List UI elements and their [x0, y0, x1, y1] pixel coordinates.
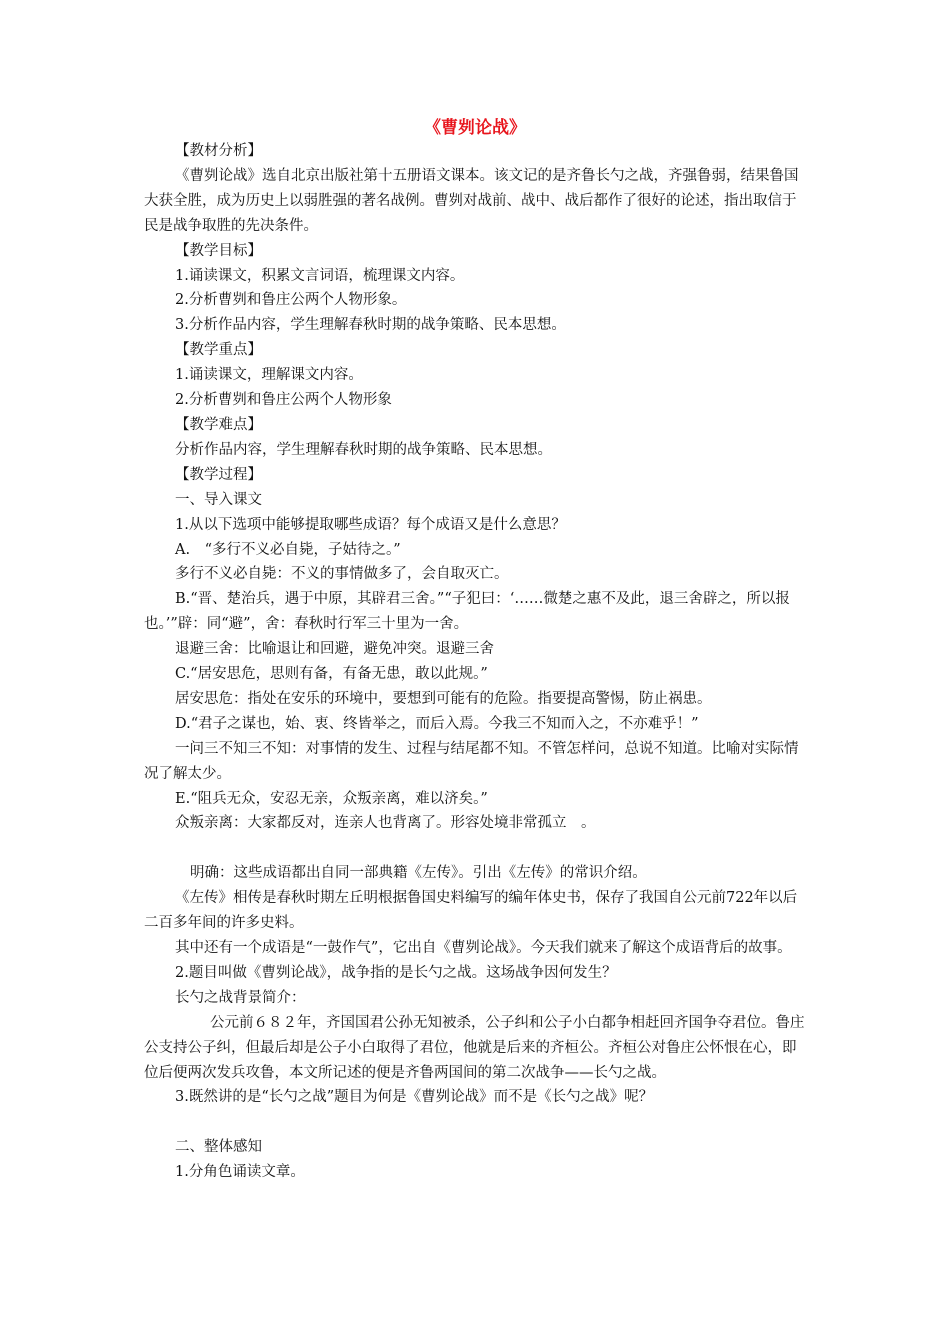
- paragraph: 《左传》相传是春秋时期左丘明根据鲁国史料编写的编年体史书，保存了我国自公元前722年以后二百多年间的许多史料。: [144, 890, 798, 932]
- section-heading: 【教学目标】: [175, 242, 262, 259]
- option-quote: A. “多行不义必自毙，子姑待之。”: [175, 541, 401, 558]
- page-title: 《曹刿论战》: [424, 118, 526, 138]
- subsection-heading: 二、整体感知: [175, 1139, 262, 1156]
- idiom-explanation: 退避三舍：比喻退让和回避，避免冲突。退避三舍: [175, 641, 494, 658]
- list-item: 2.分析曹刿和鲁庄公两个人物形象。: [175, 292, 407, 309]
- option-quote: B.“晋、楚治兵，遇于中原，其辟君三舍。”“子犯曰：‘……微楚之惠不及此，退三舍辟之，所以报也。’”辟：同“避”，舍：春秋时行军三十里为一舍。: [144, 591, 790, 633]
- option-quote: E.“阻兵无众，安忍无亲，众叛亲离，难以济矣。”: [175, 790, 488, 807]
- list-item: 1.分角色诵读文章。: [175, 1164, 305, 1181]
- option-quote: D.“君子之谋也，始、衷、终皆举之，而后入焉。今我三不知而入之，不亦难乎！”: [175, 715, 699, 732]
- blank-line: [144, 1110, 810, 1135]
- paragraph: 明确：这些成语都出自同一部典籍《左传》。引出《左传》的常识介绍。: [190, 865, 647, 882]
- section-heading: 【教学过程】: [175, 466, 262, 483]
- question: 1.从以下选项中能够提取哪些成语？每个成语又是什么意思？: [175, 516, 566, 533]
- question: 2.题目叫做《曹刿论战》，战争指的是长勺之战。这场战争因何发生？: [175, 964, 617, 981]
- paragraph: 《曹刿论战》选自北京出版社第十五册语文课本。该文记的是齐鲁长勺之战，齐强鲁弱，结果鲁国大获全胜，成为历史上以弱胜强的著名战例。曹刿对战前、战中、战后都作了很好的论述，指出取信于民是战争取胜的先决条件。: [144, 167, 799, 234]
- paragraph: 分析作品内容，学生理解春秋时期的战争策略、民本思想。: [175, 441, 552, 458]
- list-item: 1.诵读课文，积累文言词语，梳理课文内容。: [175, 267, 465, 284]
- option-quote: C.“居安思危，思则有备，有备无患，敢以此规。”: [175, 666, 488, 683]
- question: 3.既然讲的是“长勺之战”题目为何是《曹刿论战》而不是《长勺之战》呢？: [175, 1089, 654, 1106]
- document-body: [144, 139, 810, 1185]
- list-item: 2.分析曹刿和鲁庄公两个人物形象: [175, 392, 392, 409]
- idiom-explanation: 一问三不知三不知：对事情的发生、过程与结尾都不知。不管怎样问，总说不知道。比喻对实际情况了解太少。: [144, 740, 799, 782]
- section-heading: 【教学重点】: [175, 342, 262, 359]
- paragraph: 其中还有一个成语是“一鼓作气”，它出自《曹刿论战》。今天我们就来了解这个成语背后的故事。: [175, 939, 792, 956]
- idiom-explanation: 多行不义必自毙：不义的事情做多了，会自取灭亡。: [175, 566, 509, 583]
- list-item: 3.分析作品内容，学生理解春秋时期的战争策略、民本思想。: [175, 317, 566, 334]
- idiom-explanation: 众叛亲离：大家都反对，连亲人也背离了。形容处境非常孤立 。: [175, 815, 596, 832]
- subsection-heading: 一、导入课文: [175, 491, 262, 508]
- subsection-heading: 长勺之战背景简介：: [175, 989, 306, 1006]
- idiom-explanation: 居安思危：指处在安乐的环境中，要想到可能有的危险。指要提高警惕，防止祸患。: [175, 690, 712, 707]
- list-item: 1.诵读课文，理解课文内容。: [175, 367, 363, 384]
- blank-line: [144, 836, 810, 861]
- paragraph: 公元前６８２年，齐国国君公孙无知被杀，公子纠和公子小白都争相赶回齐国争夺君位。鲁庄公支持公子纠，但最后却是公子小白取得了君位，他就是后来的齐桓公。齐桓公对鲁庄公怀恨在心，即位后便两次发兵攻鲁，本文所记述的便是齐鲁两国间的第二次战争——长勺之战。: [144, 1014, 805, 1081]
- section-heading: 【教材分析】: [175, 143, 262, 159]
- section-heading: 【教学难点】: [175, 416, 262, 433]
